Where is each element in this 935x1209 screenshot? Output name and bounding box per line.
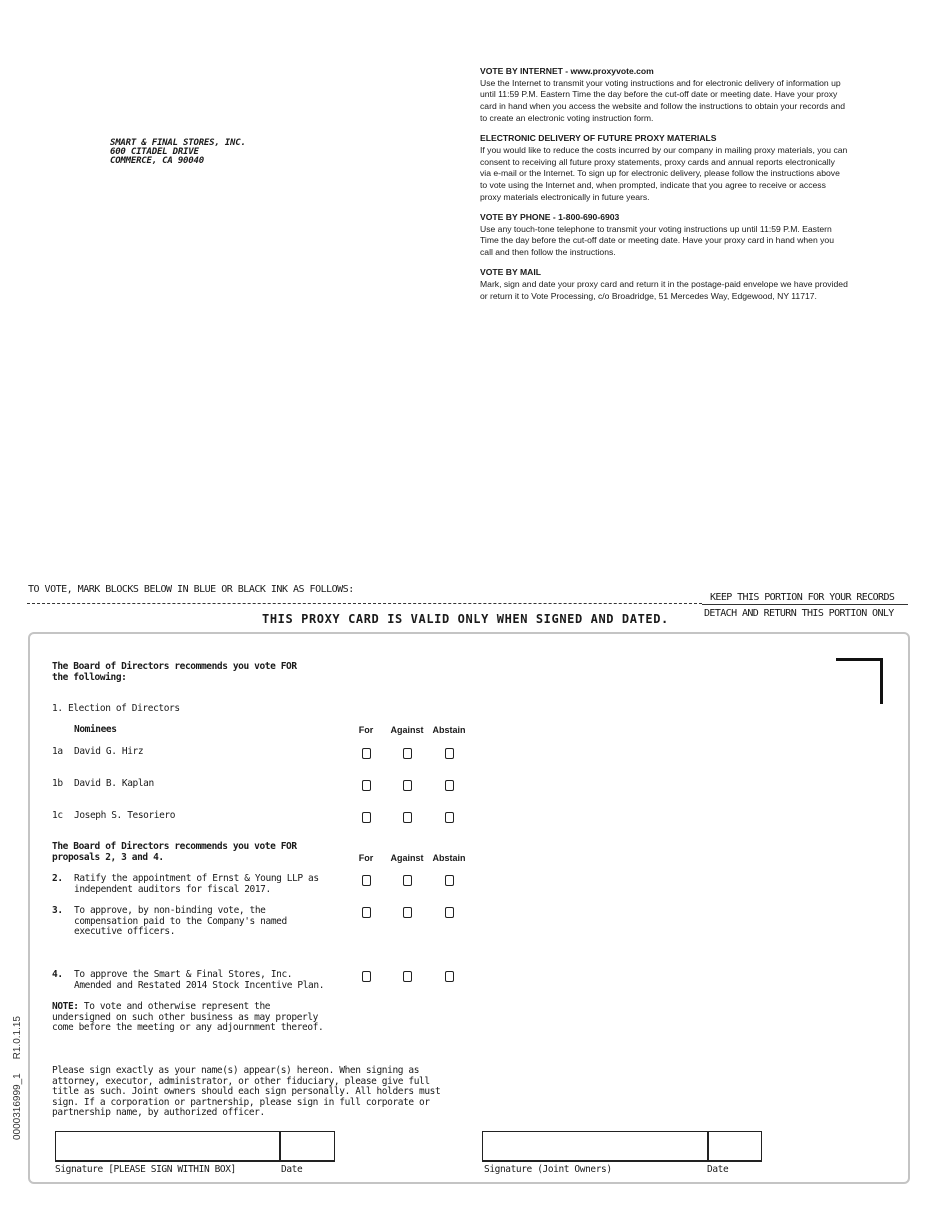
proposal-line: executive officers.: [74, 926, 176, 938]
proposal-number: 2.: [52, 873, 63, 884]
vote-by-internet-section: [480, 66, 848, 125]
section-body: If you would like to reduce the costs incurred by our company in mailing proxy materials, you can consent to receiving all future proxy statements, proxy cards and annual reports electronically via e-mail or the Internet. To sign up for electronic delivery, please follow the instructions above to vote using the Internet and, when prompted, indicate that you agree to receive or access proxy materials electronically in future years.: [480, 144, 848, 202]
board-recommendation: [52, 842, 297, 863]
nominee-id: 1a: [52, 746, 63, 757]
sign-instruction-line: partnership name, by authorized officer.: [52, 1107, 265, 1119]
vote-for-checkbox[interactable]: [362, 780, 371, 791]
vote-for-checkbox[interactable]: [362, 812, 371, 823]
column-against: Against: [390, 725, 424, 735]
column-for: For: [358, 853, 374, 863]
joint-date-label: Date: [707, 1164, 729, 1175]
registration-mark: [880, 658, 883, 704]
proposal-line: independent auditors for fiscal 2017.: [74, 883, 271, 895]
vote-abstain-checkbox[interactable]: [445, 907, 454, 918]
joint-date-box[interactable]: [707, 1131, 762, 1161]
note-label: NOTE:: [52, 1001, 79, 1012]
joint-signature-box[interactable]: [482, 1131, 709, 1161]
vote-abstain-checkbox[interactable]: [445, 748, 454, 759]
voting-instructions: [480, 66, 848, 311]
document-control-code: 0000316999_1 R1.0.1.15: [12, 1016, 23, 1140]
sign-instruction-line: sign. If a corporation or partnership, please sign in full corporate or: [52, 1096, 430, 1108]
recommendation-line: The Board of Directors recommends you vote FOR: [52, 841, 297, 852]
sign-instructions: [52, 1066, 440, 1119]
note-line: undersigned on such other business as may properly: [52, 1011, 318, 1023]
joint-signature-label: Signature (Joint Owners): [484, 1164, 612, 1175]
column-abstain: Abstain: [432, 853, 466, 863]
date-label: Date: [281, 1164, 303, 1175]
to-vote-instruction: TO VOTE, MARK BLOCKS BELOW IN BLUE OR BLACK INK AS FOLLOWS:: [28, 584, 354, 595]
note-block: [52, 1002, 323, 1034]
recommendation-line: proposals 2, 3 and 4.: [52, 851, 164, 863]
electronic-delivery-section: [480, 133, 848, 203]
signature-label: Signature [PLEASE SIGN WITHIN BOX]: [55, 1164, 236, 1175]
vote-for-checkbox[interactable]: [362, 875, 371, 886]
column-against: Against: [390, 853, 424, 863]
vote-abstain-checkbox[interactable]: [445, 812, 454, 823]
proposal-text: [74, 906, 287, 938]
valid-notice: THIS PROXY CARD IS VALID ONLY WHEN SIGNED AND DATED.: [262, 612, 669, 626]
vote-against-checkbox[interactable]: [403, 780, 412, 791]
item-election-of-directors: 1. Election of Directors: [52, 703, 180, 714]
proposal-line: Amended and Restated 2014 Stock Incentive Plan.: [74, 979, 325, 991]
nominee-name: Joseph S. Tesoriero: [74, 810, 176, 821]
detach-dashed-line: [27, 603, 702, 604]
proposal-line: To approve the Smart & Final Stores, Inc.: [74, 969, 293, 980]
vote-by-phone-section: [480, 212, 848, 259]
signature-rule: [55, 1161, 335, 1162]
nominee-name: David B. Kaplan: [74, 778, 154, 789]
company-name: SMART & FINAL STORES, INC.: [110, 138, 246, 148]
vote-abstain-checkbox[interactable]: [445, 780, 454, 791]
recommendation-line: The Board of Directors recommends you vote FOR: [52, 661, 297, 672]
proposal-number: 3.: [52, 905, 63, 916]
column-for: For: [358, 725, 374, 735]
board-recommendation: [52, 662, 297, 683]
vote-abstain-checkbox[interactable]: [445, 875, 454, 886]
registration-mark: [836, 658, 883, 661]
vote-against-checkbox[interactable]: [403, 875, 412, 886]
nominee-id: 1b: [52, 778, 63, 789]
nominee-id: 1c: [52, 810, 63, 821]
date-box[interactable]: [279, 1131, 335, 1161]
note-line: come before the meeting or any adjournment thereof.: [52, 1022, 324, 1034]
company-address: [110, 139, 246, 166]
vote-against-checkbox[interactable]: [403, 812, 412, 823]
proposal-line: compensation paid to the Company's named: [74, 915, 287, 927]
detach-return-label: DETACH AND RETURN THIS PORTION ONLY: [704, 608, 894, 619]
keep-portion-label: KEEP THIS PORTION FOR YOUR RECORDS: [710, 592, 895, 603]
section-body: Use the Internet to transmit your voting instructions and for electronic delivery of information up until 11:59 P.M. Eastern Time the day before the cut-off date or meeting date. Have your proxy card in hand when you access the website and follow the instructions to obtain your records and to create an electronic voting instruction form.: [480, 77, 845, 123]
section-heading: VOTE BY PHONE - 1-800-690-6903: [480, 211, 620, 222]
column-abstain: Abstain: [432, 725, 466, 735]
proposal-text: [74, 970, 324, 991]
recommendation-line: the following:: [52, 671, 127, 683]
sign-instruction-line: Please sign exactly as your name(s) appear(s) hereon. When signing as: [52, 1065, 420, 1076]
note-line: To vote and otherwise represent the: [78, 1001, 271, 1012]
joint-signature-rule: [482, 1161, 762, 1162]
proposal-line: Ratify the appointment of Ernst & Young LLP as: [74, 873, 319, 884]
vote-for-checkbox[interactable]: [362, 748, 371, 759]
section-heading: VOTE BY INTERNET - www.proxyvote.com: [480, 66, 654, 76]
vote-for-checkbox[interactable]: [362, 971, 371, 982]
sign-instruction-line: attorney, executor, administrator, or other fiduciary, please give full: [52, 1075, 430, 1087]
section-body: Use any touch-tone telephone to transmit your voting instructions up until 11:59 P.M. Eastern Time the day before the cut-off date or meeting date. Have your proxy card in hand when you call and then follow the instructions.: [480, 223, 834, 258]
vote-against-checkbox[interactable]: [403, 971, 412, 982]
company-street: 600 CITADEL DRIVE: [110, 147, 199, 157]
section-heading: VOTE BY MAIL: [480, 267, 541, 278]
section-body: Mark, sign and date your proxy card and return it in the postage-paid envelope we have provided or return it to Vote Processing, c/o Broadridge, 51 Mercedes Way, Edgewood, NY 11717.: [480, 279, 848, 301]
nominee-name: David G. Hirz: [74, 746, 144, 757]
section-heading: ELECTRONIC DELIVERY OF FUTURE PROXY MATERIALS: [480, 133, 717, 144]
proposal-line: To approve, by non-binding vote, the: [74, 905, 266, 916]
nominees-label: Nominees: [74, 724, 117, 735]
vote-for-checkbox[interactable]: [362, 907, 371, 918]
vote-by-mail-section: [480, 267, 848, 302]
keep-portion-rule: [702, 604, 908, 605]
proposal-number: 4.: [52, 969, 63, 980]
vote-abstain-checkbox[interactable]: [445, 971, 454, 982]
vote-against-checkbox[interactable]: [403, 907, 412, 918]
sign-instruction-line: title as such. Joint owners should each sign personally. All holders must: [52, 1086, 441, 1098]
company-city: COMMERCE, CA 90040: [110, 156, 204, 166]
proposal-text: [74, 874, 319, 895]
signature-box[interactable]: [55, 1131, 281, 1161]
vote-against-checkbox[interactable]: [403, 748, 412, 759]
